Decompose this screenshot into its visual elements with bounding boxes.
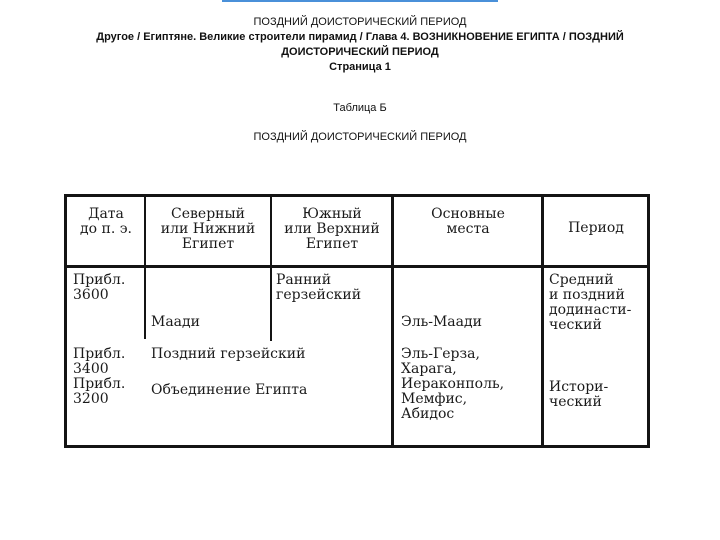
table-caption: Таблица Б	[333, 102, 387, 114]
places-cell-1: Эль-Маади	[401, 314, 482, 330]
date-cell-1: Прибл. 3600	[73, 272, 126, 303]
table-divider	[270, 197, 272, 267]
period-cell-2: Истори- ческий	[549, 379, 609, 410]
table-divider	[391, 197, 394, 447]
document-title: ПОЗДНИЙ ДОИСТОРИЧЕСКИЙ ПЕРИОД	[253, 16, 467, 28]
column-header-period: Период	[568, 220, 624, 236]
breadcrumb-line-2: ДОИСТОРИЧЕСКИЙ ПЕРИОД	[281, 46, 439, 58]
table-divider	[67, 265, 649, 268]
late-gerzean-cell: Поздний герзейский	[151, 346, 306, 362]
places-cell-2: Эль-Герза, Харага, Иераконполь, Мемфис, Абидос	[401, 346, 505, 422]
column-header-date: Дата до п. э.	[79, 206, 133, 237]
column-header-north: Северный или Нижний Египет	[160, 206, 256, 252]
page-number: Страница 1	[329, 61, 391, 73]
south-cell-1: Ранний герзейский	[276, 272, 362, 303]
section-title: ПОЗДНИЙ ДОИСТОРИЧЕСКИЙ ПЕРИОД	[253, 131, 467, 143]
column-header-south: Южный или Верхний Египет	[284, 206, 380, 252]
table-divider	[144, 197, 146, 267]
document-header	[0, 15, 720, 75]
breadcrumb-line-1: Другое / Египтяне. Великие строители пирамид / Глава 4. ВОЗНИКНОВЕНИЕ ЕГИПТА / ПОЗДНИЙ	[96, 31, 624, 43]
period-table	[64, 194, 650, 448]
table-divider	[144, 265, 146, 339]
date-cell-2: Прибл. 3400 Прибл. 3200	[73, 346, 126, 407]
unification-cell: Объединение Египта	[151, 382, 308, 398]
period-cell-1: Средний и поздний додинасти- ческий	[549, 272, 632, 333]
table-divider	[270, 265, 272, 341]
top-link-bar[interactable]	[222, 0, 498, 2]
column-header-places: Основные места	[431, 206, 505, 237]
north-cell-1: Маади	[151, 314, 200, 330]
